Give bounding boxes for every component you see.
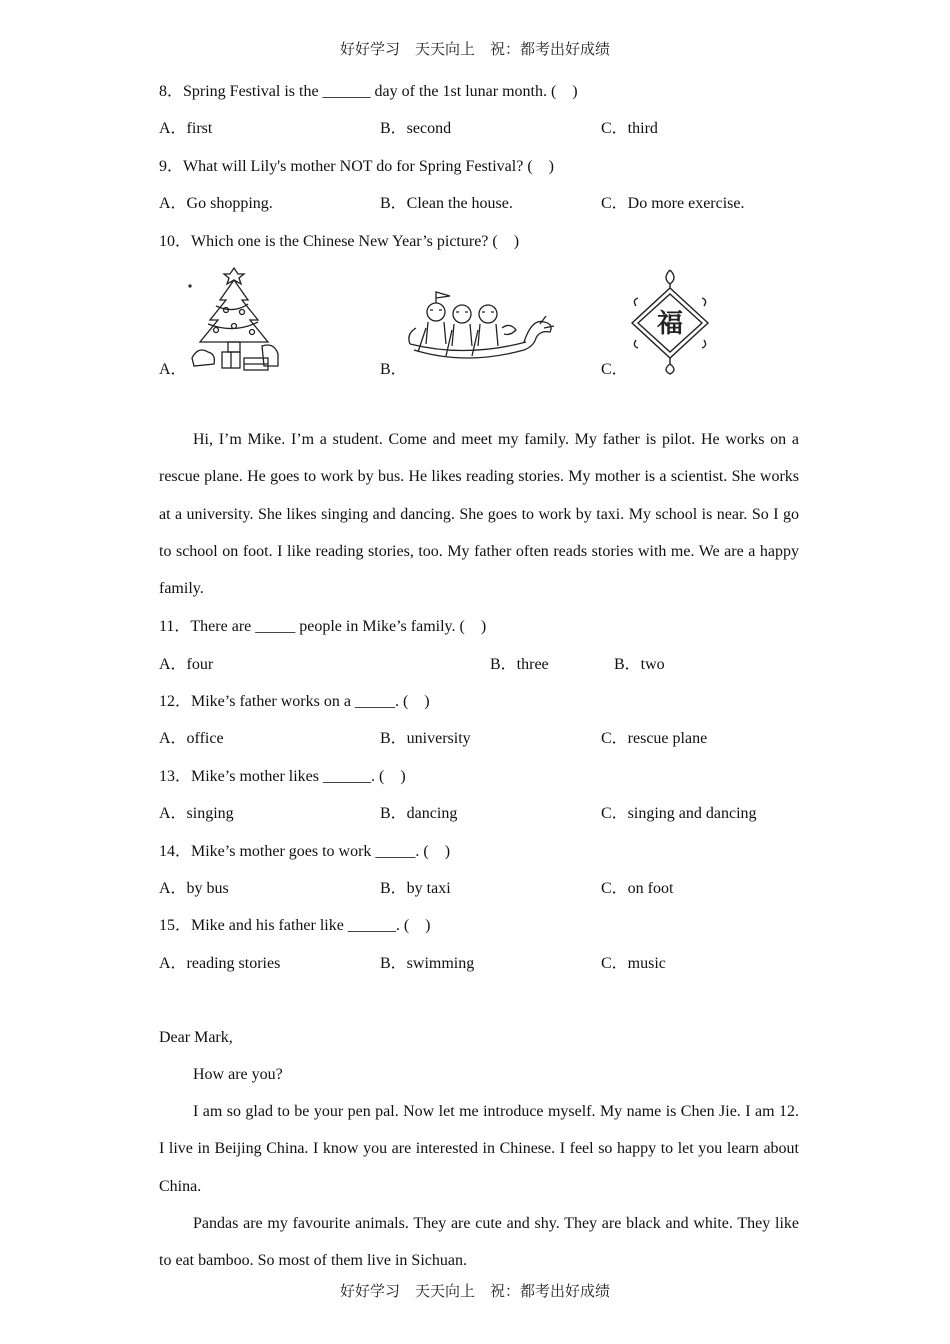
reading-passage: Hi, I’m Mike. I’m a student. Come and meet my family. My father is pilot. He works on a rescue plane. He goes to work by bus. He likes reading stories. My mother is a scientist. She works at a university. She likes singing and dancing. She goes to work by taxi. My school is near. So I go to school on foot. I like reading stories, too. My father often reads stories with me. We are a happy family.: [159, 431, 799, 598]
q13-option-c: C．singing and dancing: [601, 805, 757, 822]
fu-character-text: 福: [656, 309, 684, 339]
question-8: 8．Spring Festival is the ______ day of the 1st lunar month. ( ): [159, 83, 578, 100]
q14-option-c: C．on foot: [601, 880, 674, 897]
q15-option-a: A．reading stories: [159, 955, 281, 972]
q14-option-a: A．by bus: [159, 880, 229, 897]
letter-paragraph-1: I am so glad to be your pen pal. Now let me introduce myself. My name is Chen Jie. I am 12. I live in Beijing China. I know you are interested in Chinese. I feel so happy to let you learn about China.: [159, 1103, 799, 1195]
q13-option-b: B．dancing: [380, 805, 458, 822]
q13-option-a: A．singing: [159, 805, 234, 822]
q9-option-a: A．Go shopping.: [159, 195, 273, 212]
question-14: 14．Mike’s mother goes to work _____. ( ): [159, 843, 451, 860]
letter-greeting: How are you?: [193, 1066, 283, 1083]
christmas-tree-image: [186, 262, 282, 374]
q12-option-b: B．university: [380, 730, 471, 747]
question-10: 10．Which one is the Chinese New Year’s picture? ( ): [159, 233, 520, 250]
q8-option-b: B．second: [380, 120, 452, 137]
q12-option-a: A．office: [159, 730, 224, 747]
letter-salutation: Dear Mark,: [159, 1029, 233, 1046]
q8-option-a: A．first: [159, 120, 213, 137]
q9-option-c: C．Do more exercise.: [601, 195, 745, 212]
q8-option-c: C．third: [601, 120, 658, 137]
q10-option-c: C．: [601, 361, 628, 378]
question-11: 11．There are _____ people in Mike’s family. ( ): [159, 618, 487, 635]
q11-option-a: A．four: [159, 656, 214, 673]
page-footer: 好好学习 天天向上 祝：都考出好成绩: [339, 1282, 610, 1300]
q15-option-b: B．swimming: [380, 955, 475, 972]
fu-character-image: [628, 266, 712, 376]
q14-option-b: B．by taxi: [380, 880, 451, 897]
q10-option-b: B．: [380, 361, 407, 378]
question-15: 15．Mike and his father like ______. ( ): [159, 917, 431, 934]
page-header: 好好学习 天天向上 祝：都考出好成绩: [339, 40, 610, 58]
dragon-boat-image: [406, 288, 556, 368]
q11-option-b: B．three: [490, 656, 549, 673]
q11-option-c: B．two: [614, 656, 665, 673]
q9-option-b: B．Clean the house.: [380, 195, 513, 212]
q12-option-c: C．rescue plane: [601, 730, 708, 747]
question-13: 13．Mike’s mother likes ______. ( ): [159, 768, 406, 785]
q10-option-a: A．: [159, 361, 187, 378]
q15-option-c: C．music: [601, 955, 666, 972]
question-12: 12．Mike’s father works on a _____. ( ): [159, 693, 430, 710]
letter-paragraph-2: Pandas are my favourite animals. They are cute and shy. They are black and white. They like to eat bamboo. So most of them live in Sichuan.: [159, 1215, 799, 1270]
question-9: 9．What will Lily's mother NOT do for Spring Festival? ( ): [159, 158, 554, 175]
